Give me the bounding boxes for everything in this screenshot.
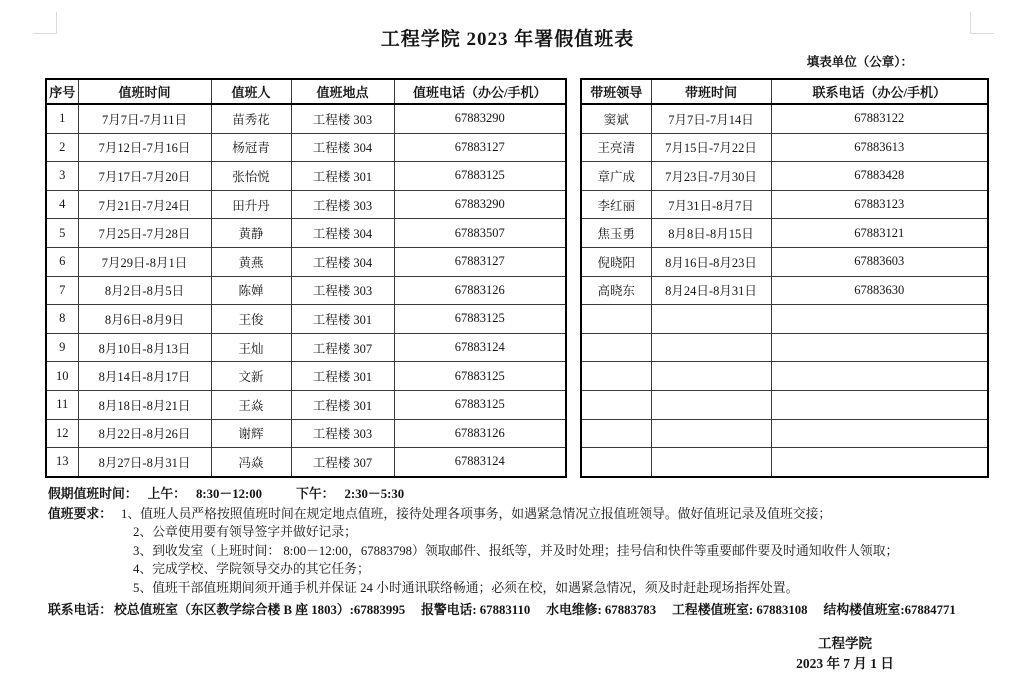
table-cell: 高晓东 bbox=[581, 276, 651, 305]
table-row bbox=[581, 390, 988, 419]
table-cell: 工程楼 301 bbox=[291, 305, 394, 334]
table-cell: 7 bbox=[46, 276, 78, 305]
header-leader-phone: 联系电话（办公/手机） bbox=[771, 79, 988, 104]
table-cell: 工程楼 303 bbox=[291, 190, 394, 219]
table-cell: 工程楼 301 bbox=[291, 162, 394, 191]
table-cell: 李红丽 bbox=[581, 190, 651, 219]
leader-table-body bbox=[581, 104, 988, 477]
page-margin-mark-top-right bbox=[970, 12, 994, 34]
table-cell: 8 bbox=[46, 305, 78, 334]
table-cell: 67883507 bbox=[394, 219, 566, 248]
table-cell: 8月22日-8月26日 bbox=[78, 419, 211, 448]
table-cell: 67883127 bbox=[394, 133, 566, 162]
duty-table-header-row bbox=[46, 79, 566, 104]
table-cell: 7月21日-7月24日 bbox=[78, 190, 211, 219]
table-cell: 13 bbox=[46, 448, 78, 477]
table-cell: 8月8日-8月15日 bbox=[651, 219, 771, 248]
signature-org: 工程学院 bbox=[818, 636, 872, 651]
table-row bbox=[581, 190, 988, 219]
notes-section bbox=[48, 486, 1015, 620]
table-cell bbox=[581, 390, 651, 419]
table-row bbox=[581, 362, 988, 391]
signature-date: 2023 年 7 月 1 日 bbox=[796, 656, 894, 671]
requirement-item: 4、完成学校、学院领导交办的其它任务； bbox=[133, 562, 370, 577]
table-cell: 7月25日-7月28日 bbox=[78, 219, 211, 248]
table-cell: 2 bbox=[46, 133, 78, 162]
table-cell: 67883125 bbox=[394, 362, 566, 391]
table-row bbox=[46, 419, 566, 448]
duty-requirements-label: 值班要求： bbox=[48, 506, 112, 521]
table-cell: 67883603 bbox=[771, 247, 988, 276]
table-cell: 67883122 bbox=[771, 104, 988, 133]
afternoon-label: 下午： bbox=[296, 486, 335, 501]
requirement-item: 1、值班人员严格按照值班时间在规定地点值班，接待处理各项事务，如遇紧急情况立报值班领导。做好值班记录及值班交接； bbox=[121, 506, 832, 521]
table-cell: 3 bbox=[46, 162, 78, 191]
table-cell: 8月16日-8月23日 bbox=[651, 247, 771, 276]
header-leader: 带班领导 bbox=[581, 79, 651, 104]
table-row bbox=[581, 276, 988, 305]
table-cell: 7月17日-7月20日 bbox=[78, 162, 211, 191]
table-cell bbox=[581, 448, 651, 477]
duty-requirements-list bbox=[121, 505, 898, 598]
table-cell bbox=[651, 333, 771, 362]
table-cell: 工程楼 304 bbox=[291, 219, 394, 248]
table-row bbox=[581, 448, 988, 477]
table-cell: 王灿 bbox=[211, 333, 291, 362]
table-cell: 7月29日-8月1日 bbox=[78, 247, 211, 276]
holiday-duty-hours-line bbox=[48, 486, 1015, 503]
table-cell: 工程楼 307 bbox=[291, 448, 394, 477]
table-cell bbox=[771, 419, 988, 448]
table-cell: 67883125 bbox=[394, 305, 566, 334]
duty-requirements-block bbox=[48, 505, 1015, 598]
table-cell: 倪晓阳 bbox=[581, 247, 651, 276]
table-cell: 8月2日-8月5日 bbox=[78, 276, 211, 305]
leader-table bbox=[580, 78, 989, 478]
table-cell: 67883428 bbox=[771, 162, 988, 191]
morning-time: 8:30－12:00 bbox=[195, 486, 263, 501]
table-cell bbox=[581, 333, 651, 362]
requirement-item: 2、公章使用要有领导签字并做好记录； bbox=[133, 525, 357, 540]
table-cell: 9 bbox=[46, 333, 78, 362]
table-cell: 文新 bbox=[211, 362, 291, 391]
table-cell: 工程楼 304 bbox=[291, 247, 394, 276]
table-row bbox=[46, 104, 566, 133]
table-cell bbox=[651, 419, 771, 448]
table-cell bbox=[771, 448, 988, 477]
table-cell: 工程楼 307 bbox=[291, 333, 394, 362]
table-cell: 冯焱 bbox=[211, 448, 291, 477]
table-cell bbox=[771, 362, 988, 391]
requirement-item: 3、到收发室（上班时间： 8:00－12:00，67883798）领取邮件、报纸等，并及时处理；挂号信和快件等重要邮件要及时通知收件人领取； bbox=[133, 543, 899, 558]
table-cell: 67883613 bbox=[771, 133, 988, 162]
table-cell: 67883290 bbox=[394, 104, 566, 133]
table-row bbox=[581, 333, 988, 362]
table-cell: 工程楼 303 bbox=[291, 276, 394, 305]
duty-table bbox=[45, 78, 567, 478]
table-cell: 7月23日-7月30日 bbox=[651, 162, 771, 191]
duty-table-body bbox=[46, 104, 566, 477]
table-cell: 窦斌 bbox=[581, 104, 651, 133]
table-row bbox=[46, 162, 566, 191]
table-cell: 8月14日-8月17日 bbox=[78, 362, 211, 391]
page-title: 工程学院 2023 年署假值班表 bbox=[380, 29, 635, 50]
table-cell bbox=[771, 305, 988, 334]
header-duty-location: 值班地点 bbox=[291, 79, 394, 104]
table-cell: 12 bbox=[46, 419, 78, 448]
table-cell bbox=[581, 305, 651, 334]
table-cell: 11 bbox=[46, 390, 78, 419]
header-serial: 序号 bbox=[46, 79, 78, 104]
signature-block bbox=[760, 634, 930, 674]
contact-phones-label: 联系电话： bbox=[48, 603, 112, 618]
header-duty-phone: 值班电话（办公/手机） bbox=[394, 79, 566, 104]
tables-container bbox=[45, 78, 1015, 478]
table-cell: 67883126 bbox=[394, 419, 566, 448]
table-cell: 8月24日-8月31日 bbox=[651, 276, 771, 305]
table-row bbox=[46, 390, 566, 419]
contact-police: 报警电话: 67883110 bbox=[421, 603, 531, 618]
table-cell: 黄静 bbox=[211, 219, 291, 248]
table-cell bbox=[651, 448, 771, 477]
table-cell: 7月31日-8月7日 bbox=[651, 190, 771, 219]
table-cell: 谢辉 bbox=[211, 419, 291, 448]
table-row bbox=[46, 133, 566, 162]
table-row bbox=[46, 305, 566, 334]
table-cell: 67883125 bbox=[394, 390, 566, 419]
table-row bbox=[581, 305, 988, 334]
table-cell bbox=[651, 390, 771, 419]
contact-engineering-building: 工程楼值班室: 67883108 bbox=[672, 603, 808, 618]
contact-phones-line bbox=[48, 602, 1015, 619]
table-cell: 焦玉勇 bbox=[581, 219, 651, 248]
table-cell: 6 bbox=[46, 247, 78, 276]
table-cell bbox=[771, 333, 988, 362]
table-cell: 8月6日-8月9日 bbox=[78, 305, 211, 334]
morning-label: 上午： bbox=[147, 486, 186, 501]
table-cell: 67883630 bbox=[771, 276, 988, 305]
table-cell: 工程楼 303 bbox=[291, 104, 394, 133]
header-duty-time: 值班时间 bbox=[78, 79, 211, 104]
table-row bbox=[581, 162, 988, 191]
form-unit-label: 填表单位（公章）： bbox=[806, 55, 913, 69]
table-cell: 67883126 bbox=[394, 276, 566, 305]
table-cell bbox=[651, 362, 771, 391]
table-cell: 8月18日-8月21日 bbox=[78, 390, 211, 419]
table-row bbox=[581, 419, 988, 448]
table-cell: 4 bbox=[46, 190, 78, 219]
table-cell: 10 bbox=[46, 362, 78, 391]
holiday-duty-hours-label: 假期值班时间： bbox=[48, 486, 138, 501]
table-cell: 67883124 bbox=[394, 333, 566, 362]
table-row bbox=[46, 333, 566, 362]
header-leader-time: 带班时间 bbox=[651, 79, 771, 104]
table-cell bbox=[771, 390, 988, 419]
table-cell: 黄燕 bbox=[211, 247, 291, 276]
requirement-item: 5、值班干部值班期间须开通手机并保证 24 小时通讯联络畅通；必须在校，如遇紧急情况，须及时赶赴现场指挥处置。 bbox=[133, 580, 799, 595]
page-margin-mark-top-left bbox=[33, 12, 57, 34]
table-cell: 67883127 bbox=[394, 247, 566, 276]
table-cell: 章广成 bbox=[581, 162, 651, 191]
contact-structure-building: 结构楼值班室:67884771 bbox=[823, 603, 956, 618]
table-cell: 67883290 bbox=[394, 190, 566, 219]
table-cell: 67883125 bbox=[394, 162, 566, 191]
leader-table-header-row bbox=[581, 79, 988, 104]
table-row bbox=[581, 247, 988, 276]
table-cell: 苗秀花 bbox=[211, 104, 291, 133]
table-cell: 田升丹 bbox=[211, 190, 291, 219]
table-cell: 工程楼 301 bbox=[291, 390, 394, 419]
table-cell: 67883124 bbox=[394, 448, 566, 477]
table-cell: 7月12日-7月16日 bbox=[78, 133, 211, 162]
table-cell: 67883123 bbox=[771, 190, 988, 219]
table-row bbox=[46, 219, 566, 248]
table-cell: 8月10日-8月13日 bbox=[78, 333, 211, 362]
table-cell: 7月7日-7月14日 bbox=[651, 104, 771, 133]
contact-utilities: 水电维修: 67883783 bbox=[546, 603, 657, 618]
afternoon-time: 2:30－5:30 bbox=[344, 486, 405, 501]
table-cell: 工程楼 304 bbox=[291, 133, 394, 162]
table-row bbox=[581, 104, 988, 133]
table-row bbox=[46, 247, 566, 276]
table-row bbox=[581, 133, 988, 162]
table-cell: 王亮清 bbox=[581, 133, 651, 162]
table-row bbox=[46, 448, 566, 477]
table-row bbox=[581, 219, 988, 248]
table-row bbox=[46, 276, 566, 305]
table-cell: 工程楼 301 bbox=[291, 362, 394, 391]
table-cell: 工程楼 303 bbox=[291, 419, 394, 448]
table-cell: 5 bbox=[46, 219, 78, 248]
table-cell: 王俊 bbox=[211, 305, 291, 334]
table-cell: 8月27日-8月31日 bbox=[78, 448, 211, 477]
header-duty-person: 值班人 bbox=[211, 79, 291, 104]
table-cell bbox=[651, 305, 771, 334]
table-cell: 1 bbox=[46, 104, 78, 133]
table-cell bbox=[581, 419, 651, 448]
table-row bbox=[46, 190, 566, 219]
table-cell bbox=[581, 362, 651, 391]
table-cell: 杨冠青 bbox=[211, 133, 291, 162]
table-cell: 王焱 bbox=[211, 390, 291, 419]
table-cell: 张怡悦 bbox=[211, 162, 291, 191]
table-cell: 陈婵 bbox=[211, 276, 291, 305]
table-row bbox=[46, 362, 566, 391]
table-cell: 67883121 bbox=[771, 219, 988, 248]
table-cell: 7月15日-7月22日 bbox=[651, 133, 771, 162]
table-cell: 7月7日-7月11日 bbox=[78, 104, 211, 133]
contact-main-duty-office: 校总值班室（东区教学综合楼 B 座 1803）:67883995 bbox=[113, 603, 406, 618]
